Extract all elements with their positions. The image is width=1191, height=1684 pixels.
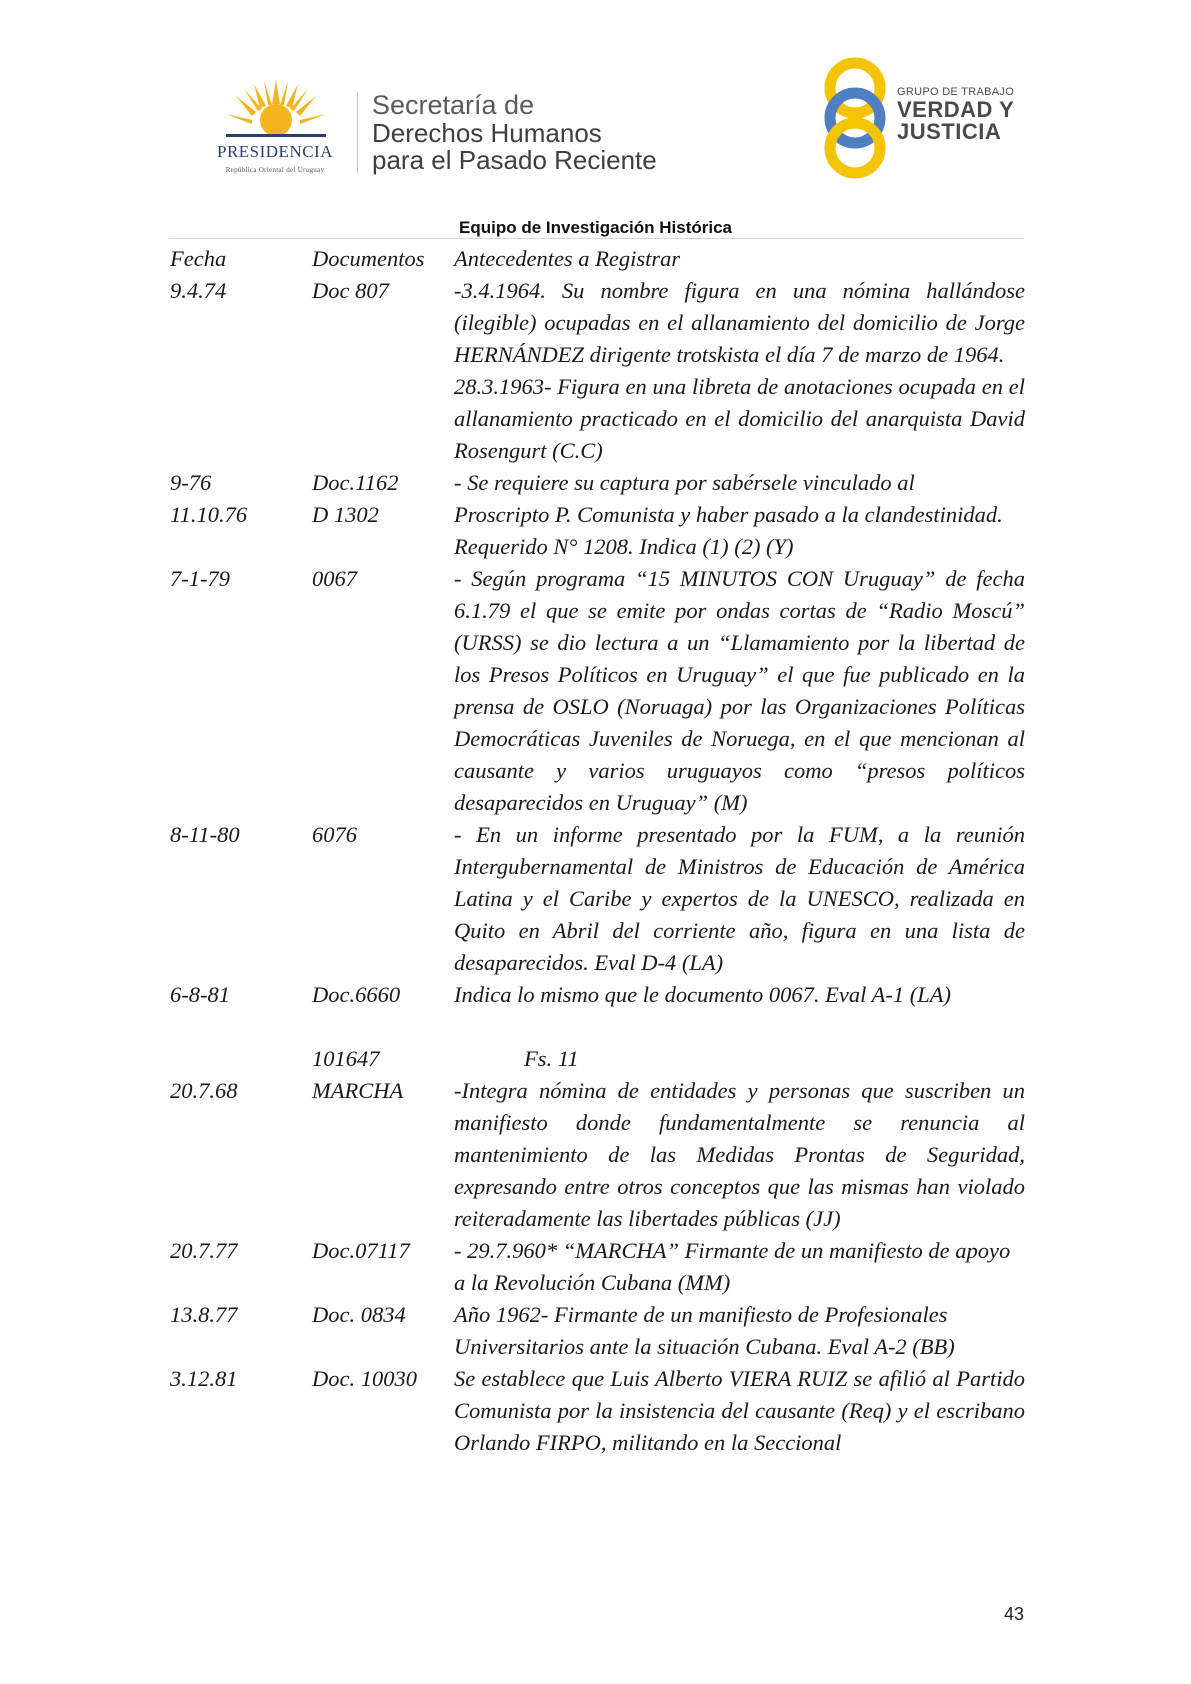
rings-logo-icon — [815, 56, 895, 181]
presidencia-logo — [196, 80, 354, 180]
row-text: Proscripto P. Comunista y haber pasado a la clandestinidad. Requerido N° 1208. Indica (1) (2) (Y) — [454, 502, 1003, 559]
row-text: - Se requiere su captura por sabérsele vinculado al — [454, 470, 915, 495]
folio-doc: 101647 — [312, 1046, 380, 1071]
header-rule — [169, 238, 1024, 239]
row-date: 13.8.77 — [170, 1302, 238, 1327]
row-text: - 29.7.960* “MARCHA” Firmante de un manifiesto de apoyo a la Revolución Cubana (MM) — [454, 1238, 1011, 1295]
table-row — [170, 467, 1025, 499]
header-antecedentes: Antecedentes a Registrar — [454, 246, 681, 271]
table-row — [170, 275, 1025, 371]
logo-divider — [357, 92, 358, 174]
secretaria-logo-text — [372, 90, 657, 174]
page-subtitle: Equipo de Investigación Histórica — [459, 218, 732, 237]
row-doc: Doc. 0834 — [312, 1302, 406, 1327]
row-doc: Doc.6660 — [312, 982, 401, 1007]
row-doc — [312, 371, 454, 467]
row-text: - En un informe presentado por la FUM, a la reunión Intergubernamental de Ministros de Educación de América Latina y el Caribe y expertos de la UNESCO, realizada en Quito en Abril del corriente año, figura en una lista de desaparecidos. Eval D-4 (LA) — [454, 822, 1025, 975]
table-header-row — [170, 243, 1025, 275]
table-row — [170, 819, 1025, 979]
row-text: -Integra nómina de entidades y personas que suscriben un manifiesto donde fundamentalmente se renuncia al mantenimiento de las Medidas Prontas de Seguridad, expresando entre otros conceptos que las mismas han violado reiteradamente las libertades públicas (JJ) — [454, 1078, 1025, 1231]
folio-text: Fs. 11 — [524, 1046, 579, 1071]
page-header — [0, 0, 1191, 210]
row-text: 28.3.1963- Figura en una libreta de anotaciones ocupada en el allanamiento practicado en el domicilio del anarquista David Rosengurt (C.C) — [454, 374, 1025, 463]
presidencia-name: PRESIDENCIA — [216, 142, 333, 161]
table-row — [170, 1235, 1025, 1299]
table-row — [170, 1075, 1025, 1235]
secretaria-line3: para el Pasado Reciente — [372, 145, 657, 175]
table-row — [170, 499, 1025, 563]
page-number: 43 — [1004, 1604, 1025, 1624]
row-doc: 6076 — [312, 822, 357, 847]
row-text: - Según programa “15 MINUTOS CON Uruguay” de fecha 6.1.79 el que se emite por ondas cortas de “Radio Moscú” (URSS) se dio lectura a un “Llamamiento por la libertad de los Presos Políticos en Uruguay” el que fue publicado en la prensa de OSLO (Noruaga) por las Organizaciones Políticas Democráticas Juveniles de Noruega, en el que mencionan al causante y varios uruguayos como “presos políticos desaparecidos en Uruguay” (M) — [454, 566, 1025, 815]
table-row — [170, 563, 1025, 819]
presidencia-subtitle: República Oriental del Uruguay — [225, 166, 325, 174]
row-date: 7-1-79 — [170, 566, 230, 591]
row-date: 9.4.74 — [170, 278, 227, 303]
header-documentos: Documentos — [312, 246, 425, 271]
row-doc: Doc 807 — [312, 278, 389, 303]
row-doc: MARCHA — [312, 1078, 404, 1103]
records-table — [170, 243, 1025, 1459]
table-row — [170, 1363, 1025, 1459]
table-row — [170, 1299, 1025, 1363]
folio-date — [170, 1043, 312, 1075]
table-gap — [170, 1011, 1025, 1043]
grupo-line3: JUSTICIA — [897, 119, 1002, 144]
secretaria-line2: Derechos Humanos — [372, 118, 602, 148]
row-text: Año 1962- Firmante de un manifiesto de Profesionales Universitarios ante la situación Cubana. Eval A-2 (BB) — [454, 1302, 955, 1359]
row-date: 9-76 — [170, 470, 212, 495]
table-row — [170, 371, 1025, 467]
grupo-line2: VERDAD Y — [897, 97, 1015, 122]
row-date: 6-8-81 — [170, 982, 230, 1007]
row-doc: D 1302 — [312, 502, 379, 527]
verdad-justicia-logo — [815, 56, 1035, 181]
row-date — [170, 371, 312, 467]
row-date: 20.7.77 — [170, 1238, 238, 1263]
row-text: Indica lo mismo que le documento 0067. Eval A-1 (LA) — [454, 982, 951, 1007]
row-doc: 0067 — [312, 566, 357, 591]
row-date: 20.7.68 — [170, 1078, 238, 1103]
row-doc: Doc.07117 — [312, 1238, 410, 1263]
secretaria-line1: Secretaría de — [372, 90, 535, 120]
row-date: 3.12.81 — [170, 1366, 238, 1391]
row-doc: Doc.1162 — [312, 470, 399, 495]
row-date: 8-11-80 — [170, 822, 240, 847]
row-text: -3.4.1964. Su nombre figura en una nómina hallándose (ilegible) ocupadas en el allanamiento del domicilio de Jorge HERNÁNDEZ dirigente trotskista el día 7 de marzo de 1964. — [454, 278, 1025, 367]
sun-emblem-icon — [226, 80, 326, 140]
row-doc: Doc. 10030 — [312, 1366, 417, 1391]
grupo-trabajo-text — [897, 86, 1014, 143]
grupo-line1: GRUPO DE TRABAJO — [897, 86, 1015, 98]
header-fecha: Fecha — [170, 246, 227, 271]
row-text: Se establece que Luis Alberto VIERA RUIZ se afilió al Partido Comunista por la insistencia del causante (Req) y el escribano Orlando FIRPO, militando en la Seccional — [454, 1366, 1025, 1455]
table-row — [170, 979, 1025, 1011]
folio-row — [170, 1043, 1025, 1075]
row-date: 11.10.76 — [170, 502, 248, 527]
